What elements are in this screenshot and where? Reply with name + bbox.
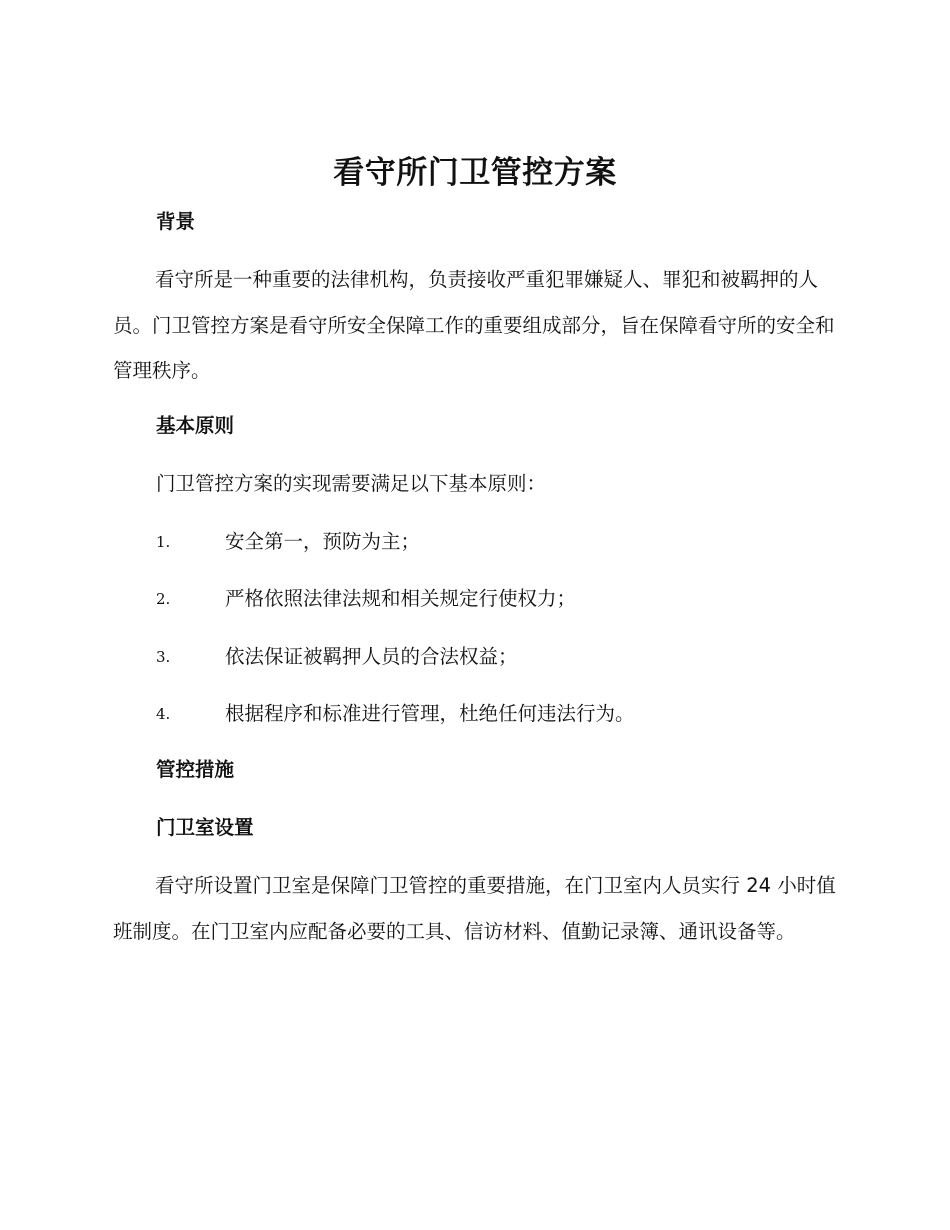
guard-room-paragraph: 看守所设置门卫室是保障门卫管控的重要措施，在门卫室内人员实行 24 小时值班制度。在门卫室内应配备必要的工具、信访材料、值勤记录簿、通讯设备等。 <box>113 874 836 943</box>
list-item-number: 3. <box>156 647 171 666</box>
section-heading-measures: 管控措施 <box>156 758 235 781</box>
list-item-text: 根据程序和标准进行管理，杜绝任何违法行为。 <box>225 701 635 725</box>
list-item-number: 1. <box>156 533 171 551</box>
section-heading-principles: 基本原则 <box>156 414 235 437</box>
list-item-number: 4. <box>156 704 171 723</box>
list-item-text: 严格依照法律法规和相关规定行使权力； <box>225 587 577 611</box>
principles-intro: 门卫管控方案的实现需要满足以下基本原则： <box>156 472 547 495</box>
section-heading-guard-room: 门卫室设置 <box>156 816 254 839</box>
list-item-text: 安全第一，预防为主； <box>225 530 421 553</box>
list-item-text: 依法保证被羁押人员的合法权益； <box>225 644 518 668</box>
background-paragraph: 看守所是一种重要的法律机构，负责接收严重犯罪嫌疑人、罪犯和被羁押的人员。门卫管控方案是看守所安全保障工作的重要组成部分，旨在保障看守所的安全和管理秩序。 <box>113 268 835 382</box>
section-heading-background: 背景 <box>156 210 196 233</box>
list-item-number: 2. <box>156 590 171 609</box>
document-title: 看守所门卫管控方案 <box>333 155 617 191</box>
